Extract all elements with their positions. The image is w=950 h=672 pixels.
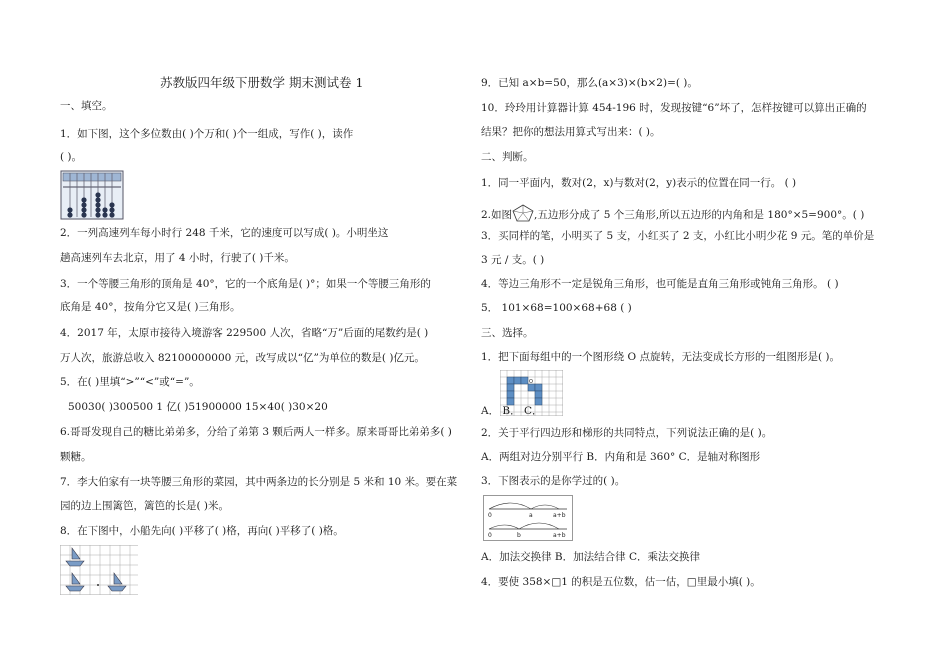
judge-3-line1: 3．买同样的笔，小明买了 5 支，小红买了 2 支，小红比小明少花 9 元。笔的单价是: [481, 230, 875, 242]
q1-line1: 1．如下图，这个多位数由( )个万和( )个一组成，写作( )，读作: [60, 128, 354, 140]
q4-line2: 万人次，旅游总收入 82100000000 元，改写成以“亿”为单位的数是( )亿元。: [60, 352, 425, 364]
choice-3: 3．下图表示的是你学过的( )。: [481, 475, 626, 487]
abacus-figure: [60, 170, 124, 220]
judge-5: 5． 101×68=100×68+68 ( ): [481, 302, 632, 314]
section-choice: 三、选择。: [481, 327, 534, 339]
section-fill-blank: 一、填空。: [60, 100, 113, 112]
choice-1-options: A． B． C．: [481, 405, 543, 417]
judge-2: [481, 204, 864, 222]
pentagon-icon: [512, 204, 534, 222]
choice-1: 1．把下面每组中的一个图形绕 O 点旋转，无法变成长方形的一组图形是( )。: [481, 351, 840, 363]
q7-line2: 园的边上围篱笆，篱笆的长是( )米。: [60, 500, 230, 512]
q2-line1: 2．一列高速列车每小时行 248 千米，它的速度可以写成( )。小明坐这: [60, 227, 389, 239]
judge-4: 4．等边三角形不一定是锐角三角形，也可能是直角三角形或钝角三角形。 ( ): [481, 278, 839, 290]
q5-items: 50030( )300500 1 亿( )51900000 15×40( )30×20: [68, 401, 328, 413]
q10-line2: 结果？把你的想法用算式写出来：( )。: [481, 126, 661, 138]
q6-line1: 6.哥哥发现自己的糖比弟弟多，分给了弟第 3 颗后两人一样多。原来哥哥比弟弟多( ): [60, 426, 452, 438]
choice-2-options: A．两组对边分别平行 B．内角和是 360° C．是轴对称图形: [481, 451, 761, 463]
numline-top-zero: 0: [488, 512, 492, 519]
number-line-figure: [483, 495, 573, 541]
q6-line2: 颗糖。: [60, 451, 92, 463]
numline-bottom-zero: 0: [488, 532, 492, 539]
judge-1: 1．同一平面内，数对(2，x)与数对(2，y)表示的位置在同一行。 ( ): [481, 177, 797, 189]
q2-line2: 趟高速列车去北京，用了 4 小时，行驶了( )千米。: [60, 252, 295, 264]
choice-3-options: A．加法交换律 B．加法结合律 C．乘法交换律: [481, 551, 701, 563]
page-title: 苏教版四年级下册数学 期末测试卷 1: [160, 75, 364, 90]
q9-line: 9．已知 a×b=50，那么(a×3)×(b×2)=( )。: [481, 77, 698, 89]
judge-3-line2: 3 元 / 支。( ): [481, 254, 545, 266]
boat-grid-figure: [60, 545, 138, 595]
choice-2: 2．关于平行四边形和梯形的共同特点，下列说法正确的是( )。: [481, 427, 773, 439]
q3-line2: 底角是 40°，按角分它又是( )三角形。: [60, 301, 241, 313]
rotation-center-label: O: [529, 379, 533, 385]
section-judge: 二、判断。: [481, 151, 534, 163]
q3-line1: 3．一个等腰三角形的顶角是 40°，它的一个底角是( )°；如果一个等腰三角形的: [60, 278, 431, 290]
choice-4: 4．要使 358×□1 的积是五位数，估一估，□里最小填( )。: [481, 576, 761, 588]
q1-line2: ( )。: [60, 151, 83, 163]
numline-top-sum: a+b: [553, 512, 566, 519]
judge-2-post: ,五边形分成了 5 个三角形,所以五边形的内角和是 180°×5=900°。( ): [534, 209, 865, 221]
numline-bottom-b: b: [517, 532, 521, 539]
numline-bottom-sum: a+b: [553, 532, 566, 539]
q10-line1: 10．玲玲用计算器计算 454-196 时，发现按键“6”坏了，怎样按键可以算出正确的: [481, 102, 867, 114]
numline-top-a: a: [529, 512, 533, 519]
q8-line: 8．在下图中，小船先向( )平移了( )格，再向( )平移了( )格。: [60, 525, 344, 537]
q5-line: 5．在( )里填“>”“<”或“=”。: [60, 376, 200, 388]
q7-line1: 7．李大伯家有一块等腰三角形的菜园，其中两条边的长分别是 5 米和 10 米。要在菜: [60, 476, 458, 488]
judge-2-pre: 2.如图: [481, 209, 513, 221]
q4-line1: 4．2017 年，太原市接待入境游客 229500 人次，省略“万”后面的尾数约是( ): [60, 327, 429, 339]
